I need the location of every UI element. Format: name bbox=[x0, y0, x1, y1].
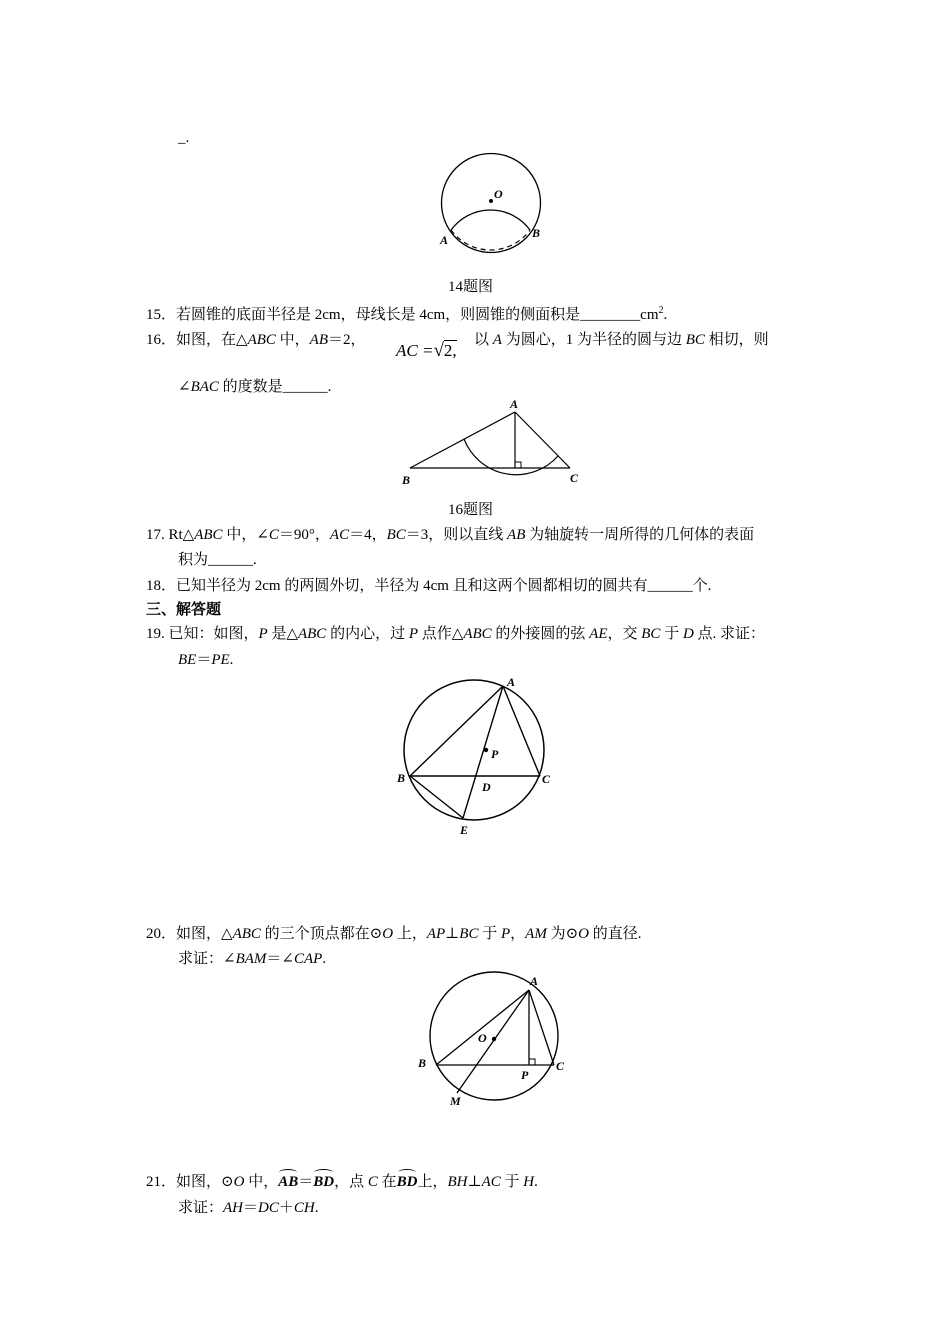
q21-arc-bd: BD bbox=[313, 1174, 335, 1190]
fig20-label-p: P bbox=[521, 1068, 529, 1082]
question-16: 16．如图，在△ABC 中，AB＝2， bbox=[146, 332, 366, 348]
fig20-label-c: C bbox=[556, 1059, 565, 1073]
q15-number: 15． bbox=[146, 307, 177, 323]
fig14-label-b: B bbox=[532, 226, 541, 240]
figure-19 bbox=[390, 670, 560, 842]
question-19: 19. 已知：如图，P 是△ABC 的内心，过 P 点作△ABC 的外接圆的弦 AE，交 BC 于 D 点. 求证： bbox=[146, 626, 766, 642]
fig14-caption: 14题图 bbox=[448, 279, 494, 295]
fig19-label-p: P bbox=[491, 747, 499, 761]
fig20-label-m: M bbox=[450, 1094, 461, 1108]
q18-number: 18． bbox=[146, 578, 177, 594]
fig20-label-a: A bbox=[530, 974, 539, 988]
fig14-label-a: A bbox=[440, 233, 449, 247]
figure-16 bbox=[396, 396, 586, 491]
question-20: 20．如图，△ABC 的三个顶点都在⊙O 上，AP⊥BC 于 P，AM 为⊙O 的直径. bbox=[146, 926, 642, 942]
q17-number: 17. bbox=[146, 527, 165, 543]
q16-formula: AC =√2, bbox=[396, 340, 457, 361]
q20-line2: 求证：∠BAM＝∠CAP. bbox=[178, 951, 327, 967]
question-17: 17. Rt△ABC 中，∠C＝90°，AC＝4，BC＝3，则以直线 AB 为轴旋转一周所得的几何体的表面 bbox=[146, 527, 755, 543]
q16-text-rest: 以 A 为圆心，1 为半径的圆与边 BC 相切，则 bbox=[474, 332, 769, 348]
question-18: 18．已知半径为 2cm 的两圆外切，半径为 4cm 且和这两个圆都相切的圆共有______个. bbox=[146, 578, 712, 594]
q21-arc-bd-2: BD bbox=[396, 1174, 418, 1190]
fig19-label-b: B bbox=[397, 771, 406, 785]
fig16-label-c: C bbox=[570, 471, 579, 485]
fig19-label-a: A bbox=[507, 675, 516, 689]
fig16-label-b: B bbox=[402, 473, 411, 487]
figure-20 bbox=[408, 970, 573, 1112]
q20-number: 20． bbox=[146, 926, 177, 942]
q21-number: 21． bbox=[146, 1174, 177, 1190]
q16-number: 16． bbox=[146, 332, 177, 348]
fig20-label-b: B bbox=[418, 1056, 427, 1070]
fig14-label-o: O bbox=[494, 187, 503, 201]
question-21: 21．如图，⊙O 中，AB＝BD，点 C 在BD上，BH⊥AC 于 H. bbox=[146, 1174, 538, 1190]
q15-blank: ________ bbox=[580, 307, 641, 323]
fig16-label-a: A bbox=[510, 397, 519, 411]
fig19-label-d: D bbox=[482, 780, 491, 794]
q19-number: 19. bbox=[146, 626, 165, 642]
fig16-caption: 16题图 bbox=[448, 502, 494, 518]
fig19-label-c: C bbox=[542, 772, 551, 786]
q21-line2: 求证：AH＝DC＋CH. bbox=[178, 1200, 319, 1216]
q16-line2: ∠BAC 的度数是______. bbox=[178, 379, 332, 395]
fig19-label-e: E bbox=[460, 823, 469, 837]
question-15: 15．若圆锥的底面半径是 2cm，母线长是 4cm，则圆锥的侧面积是$\_\_\_\_\_\_\_\_cm^2$. bbox=[146, 305, 668, 323]
q15-text: 若圆锥的底面半径是 2cm，母线长是 4cm，则圆锥的侧面积是 bbox=[176, 307, 581, 323]
q17-line2: 积为______. bbox=[178, 552, 257, 568]
section-title: 三、解答题 bbox=[146, 602, 222, 618]
q15-unit: cm bbox=[640, 307, 659, 323]
lead-fragment: _. bbox=[178, 130, 190, 146]
q21-arc-ab: AB bbox=[278, 1174, 299, 1190]
figure-14 bbox=[430, 148, 560, 258]
fig20-label-o: O bbox=[478, 1031, 487, 1045]
q15-sup: 2 bbox=[658, 305, 664, 316]
q19-line2: BE＝PE. bbox=[178, 652, 234, 668]
